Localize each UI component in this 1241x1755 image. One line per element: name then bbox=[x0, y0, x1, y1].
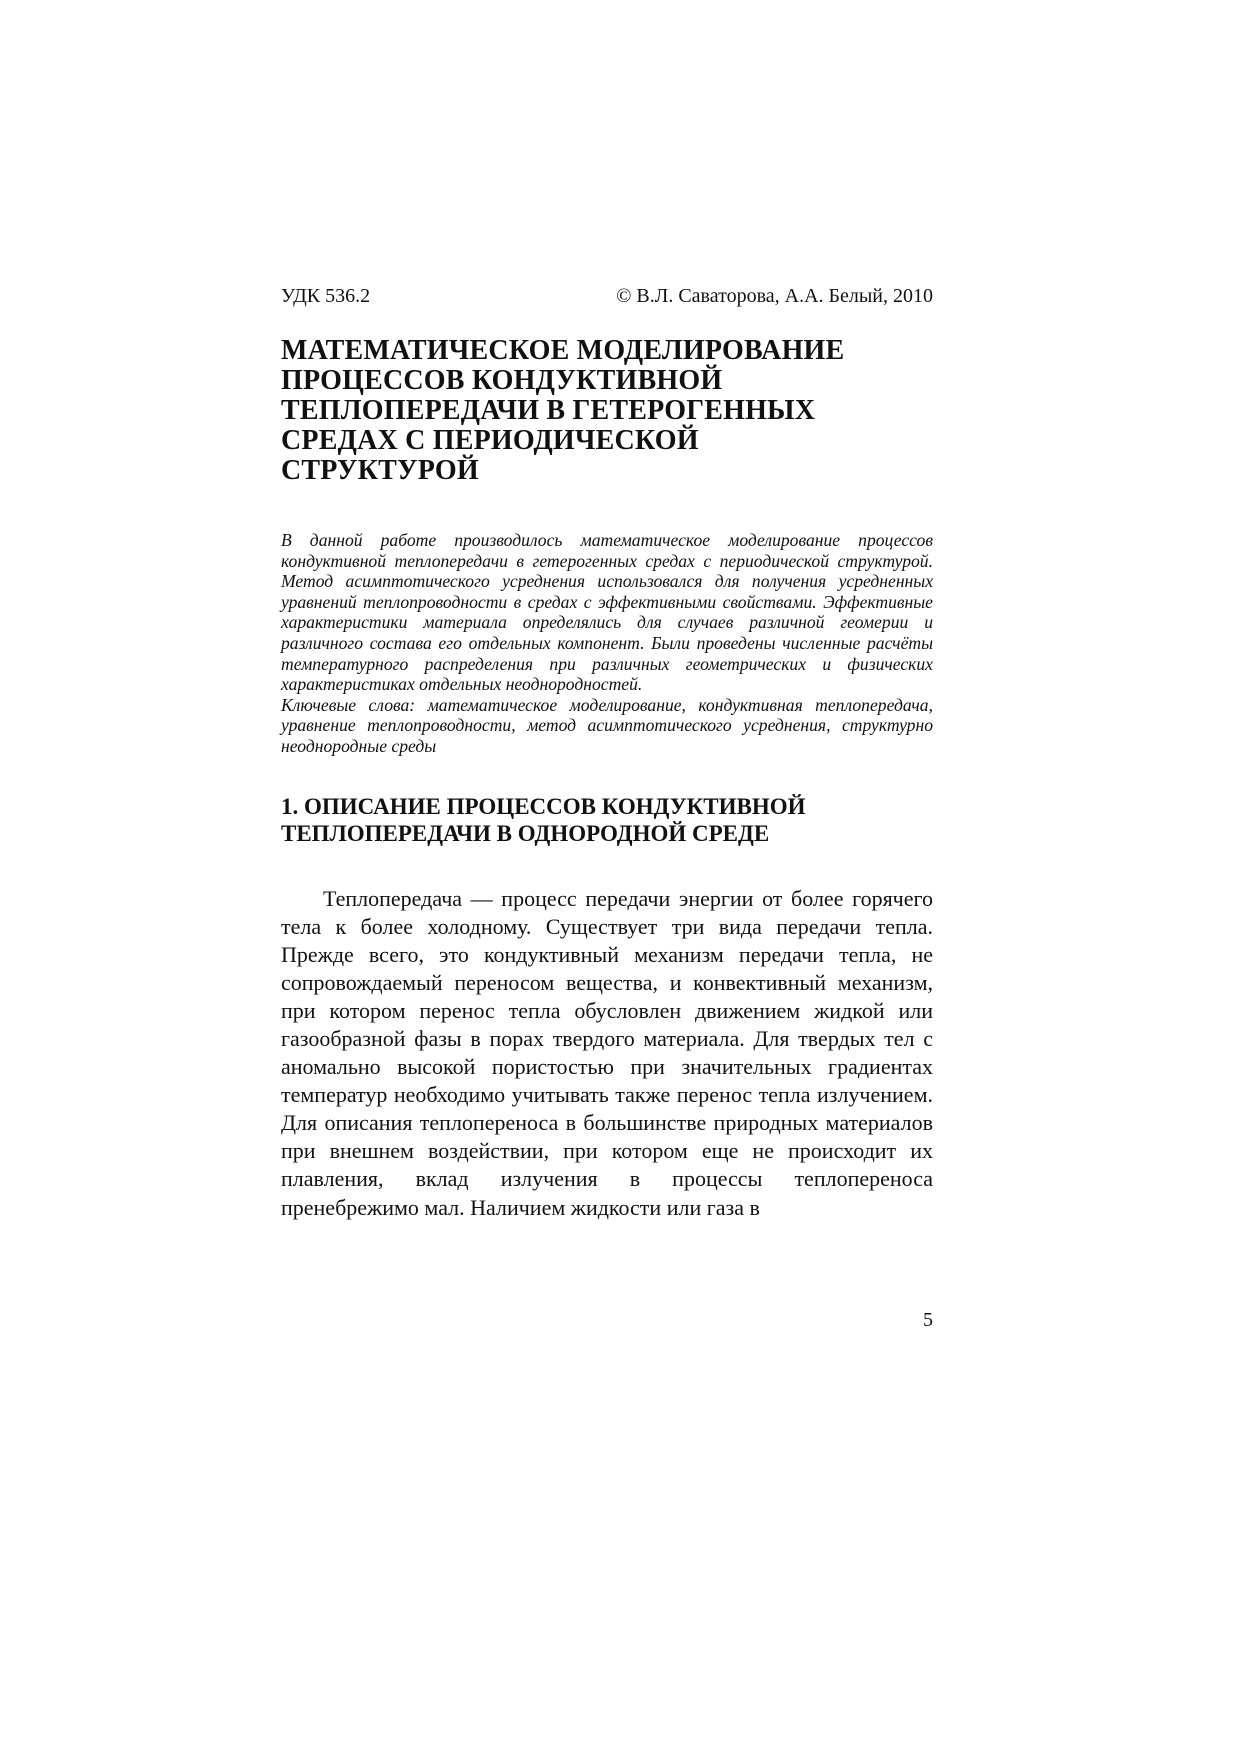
title-line: СРЕДАХ С ПЕРИОДИЧЕСКОЙ bbox=[281, 425, 699, 456]
section-title-line: 1. ОПИСАНИЕ ПРОЦЕССОВ КОНДУКТИВНОЙ bbox=[281, 793, 806, 819]
title-line: ПРОЦЕССОВ КОНДУКТИВНОЙ bbox=[281, 365, 723, 396]
abstract-text: В данной работе производилось математическое моделирование процессов кондуктивной теплопередачи в гетерогенных средах с периодической структурой. Метод асимптотического усреднения использовался для получения усредненных уравнений теплопроводности в средах с эффективными свойствами. Эффективные характеристики материала определялись для случаев различной геомерии и различного состава его отдельных компонент. Были проведены численные расчёты температурного распределения при различных геометрических и физических характеристиках отдельных неоднородностей. bbox=[281, 530, 933, 695]
udc-code: УДК 536.2 bbox=[281, 285, 371, 307]
copyright-line: © В.Л. Саваторова, А.А. Белый, 2010 bbox=[616, 285, 933, 307]
page-number: 5 bbox=[923, 1309, 933, 1331]
section-1-paragraph: Теплопередача — процесс передачи энергии от более горячего тела к более холодному. Существует три вида передачи тепла. Прежде всего, это кондуктивный механизм передачи тепла, не сопровождаемый переносом вещества, и конвективный механизм, при котором перенос тепла обусловлен движением жидкой или газообразной фазы в порах твердого материала. Для твердых тел с аномально высокой пористостью при значительных градиентах температур необходимо учитывать также перенос тепла излучением. Для описания теплопереноса в большинстве природных материалов при внешнем воздействии, при котором еще не происходит их плавления, вклад излучения в процессы теплопереноса пренебрежимо мал. Наличием жидкости или газа в bbox=[281, 885, 933, 1220]
section-1-title bbox=[281, 793, 933, 847]
page-content bbox=[281, 282, 933, 1222]
title-line: СТРУКТУРОЙ bbox=[281, 455, 479, 486]
abstract bbox=[281, 530, 933, 757]
section-title-line: ТЕПЛОПЕРЕДАЧИ В ОДНОРОДНОЙ СРЕДЕ bbox=[281, 820, 770, 846]
title-line: МАТЕМАТИЧЕСКОЕ МОДЕЛИРОВАНИЕ bbox=[281, 335, 845, 366]
keywords: Ключевые слова: математическое моделирование, кондуктивная теплопередача, уравнение теплопроводности, метод асимптотического усреднения, структурно неоднородные среды bbox=[281, 694, 933, 756]
title-line: ТЕПЛОПЕРЕДАЧИ В ГЕТЕРОГЕННЫХ bbox=[281, 395, 816, 426]
article-title bbox=[281, 336, 933, 486]
article-header bbox=[281, 282, 933, 310]
